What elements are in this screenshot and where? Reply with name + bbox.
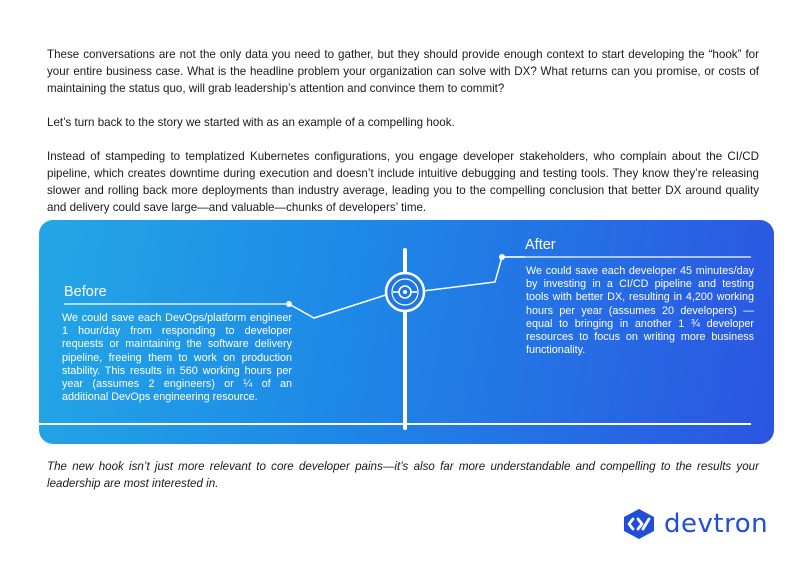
connector-right xyxy=(415,257,525,292)
connector-left xyxy=(289,292,395,318)
brand-name: devtron xyxy=(664,509,769,539)
before-after-panel xyxy=(39,220,774,444)
after-description: We could save each developer 45 minutes/day by investing in a CI/CD pipeline and testing tools with better DX, resulting in 4,200 working hours per year (assumes 20 developers) — equal to bringing in another 1 ¾ developer resources to focus on writing more business functionality. xyxy=(526,265,754,357)
story-paragraph: Instead of stampeding to templatized Kubernetes configurations, you engage developer stakeholders, who complain about the CI/CD pipeline, which creates downtime during execution and doesn’t include intuitive debugging and testing tools. They know they’re releasing slower and rolling back more deployments than industry average, leading you to the compelling conclusion that better DX around quality and delivery could save large—and valuable—chunks of developers’ time. xyxy=(47,150,759,214)
after-dot xyxy=(499,254,505,260)
brand-logo xyxy=(622,506,772,542)
before-title: Before xyxy=(64,284,107,300)
devtron-logo-icon xyxy=(622,508,656,540)
after-title: After xyxy=(525,237,556,253)
closing-paragraph: The new hook isn’t just more relevant to core developer pains—it’s also far more understandable and compelling to the results your leadership are most interested in. xyxy=(47,460,759,490)
transition-paragraph: Let’s turn back to the story we started with as an example of a compelling hook. xyxy=(47,116,455,129)
before-description: We could save each DevOps/platform engineer 1 hour/day from responding to developer requests or maintaining the software delivery pipeline, freeing them to work on production stability. This results in 560 working hours per year (assumes 2 engineers) or ¼ of an additional DevOps engineering resource. xyxy=(62,312,292,404)
pipeline-gear-icon xyxy=(386,273,424,311)
intro-paragraph: These conversations are not the only data you need to gather, but they should provide enough context to start developing the “hook” for your entire business case. What is the headline problem your organization can solve with DX? What returns can you promise, or costs of maintaining the status quo, will grab leadership’s attention and convince them to commit? xyxy=(47,48,759,95)
